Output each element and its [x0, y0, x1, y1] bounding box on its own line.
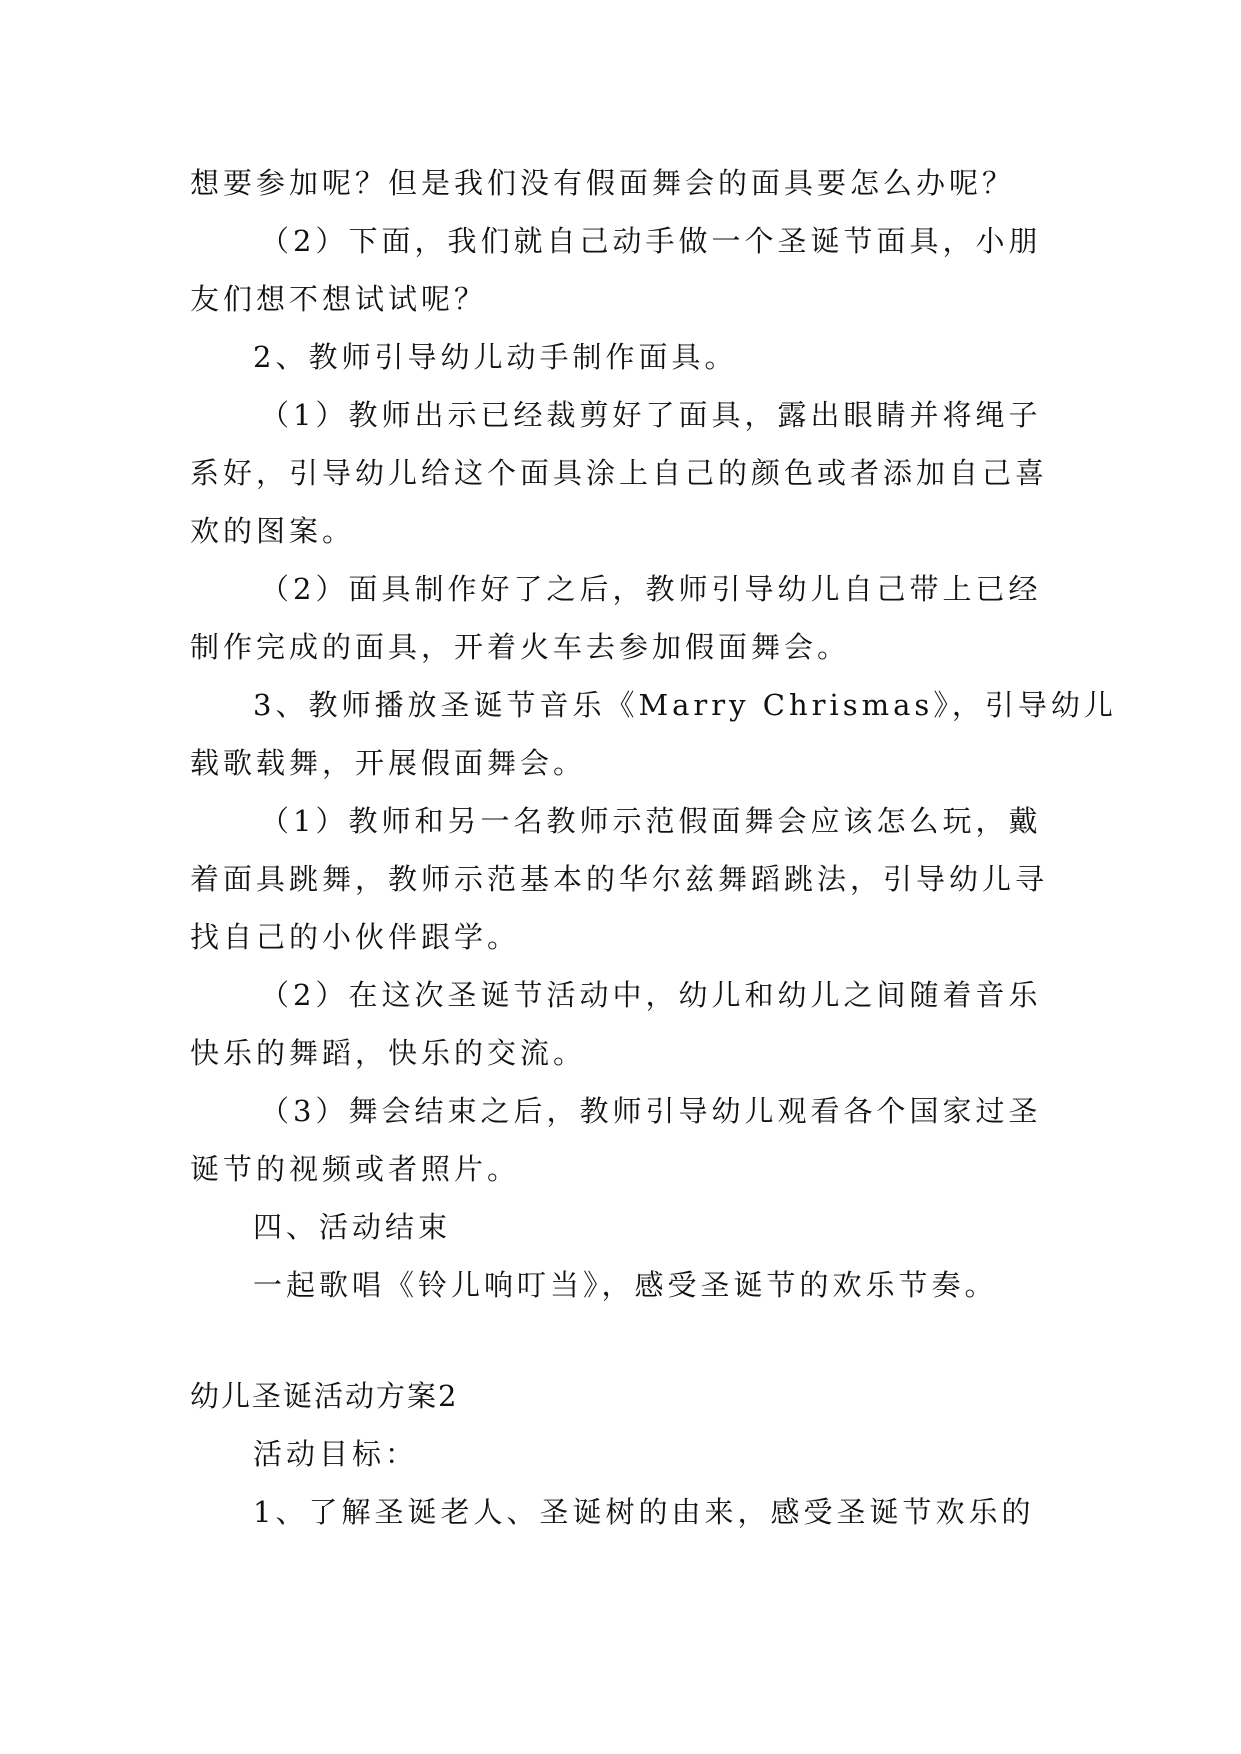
paragraph-line: （2）下面，我们就自己动手做一个圣诞节面具，小朋 — [260, 224, 1042, 258]
paragraph-line: 一起歌唱《铃儿响叮当》，感受圣诞节的欢乐节奏。 — [253, 1268, 998, 1302]
paragraph-line: 快乐的舞蹈，快乐的交流。 — [190, 1036, 587, 1070]
paragraph-line: 系好，引导幼儿给这个面具涂上自己的颜色或者添加自己喜 — [190, 456, 1049, 490]
paragraph-line: （1）教师出示已经裁剪好了面具，露出眼睛并将绳子 — [260, 398, 1042, 432]
paragraph-line: （2）在这次圣诞节活动中，幼儿和幼儿之间随着音乐 — [260, 978, 1042, 1012]
paragraph-line: 友们想不想试试呢？ — [190, 282, 488, 316]
section-heading: 四、活动结束 — [253, 1210, 452, 1244]
list-item: 2、教师引导幼儿动手制作面具。 — [253, 340, 738, 374]
paragraph-line: 诞节的视频或者照片。 — [190, 1152, 521, 1186]
paragraph-line: （3）舞会结束之后，教师引导幼儿观看各个国家过圣 — [260, 1094, 1042, 1128]
paragraph-line: 想要参加呢？但是我们没有假面舞会的面具要怎么办呢？ — [190, 166, 1016, 200]
paragraph-line: （1）教师和另一名教师示范假面舞会应该怎么玩，戴 — [260, 804, 1042, 838]
list-item: 3、教师播放圣诞节音乐《Marry Chrismas》，引导幼儿 — [253, 688, 1117, 722]
paragraph-line: 找自己的小伙伴跟学。 — [190, 920, 521, 954]
paragraph-line: 欢的图案。 — [190, 514, 356, 548]
paragraph-line: （2）面具制作好了之后，教师引导幼儿自己带上已经 — [260, 572, 1042, 606]
list-item: 1、了解圣诞老人、圣诞树的由来，感受圣诞节欢乐的 — [253, 1495, 1035, 1529]
document-title: 幼儿圣诞活动方案2 — [190, 1379, 459, 1413]
paragraph-line: 制作完成的面具，开着火车去参加假面舞会。 — [190, 630, 851, 664]
section-heading: 活动目标： — [253, 1437, 419, 1471]
paragraph-line: 载歌载舞，开展假面舞会。 — [190, 746, 587, 780]
paragraph-line: 着面具跳舞，教师示范基本的华尔兹舞蹈跳法，引导幼儿寻 — [190, 862, 1049, 896]
